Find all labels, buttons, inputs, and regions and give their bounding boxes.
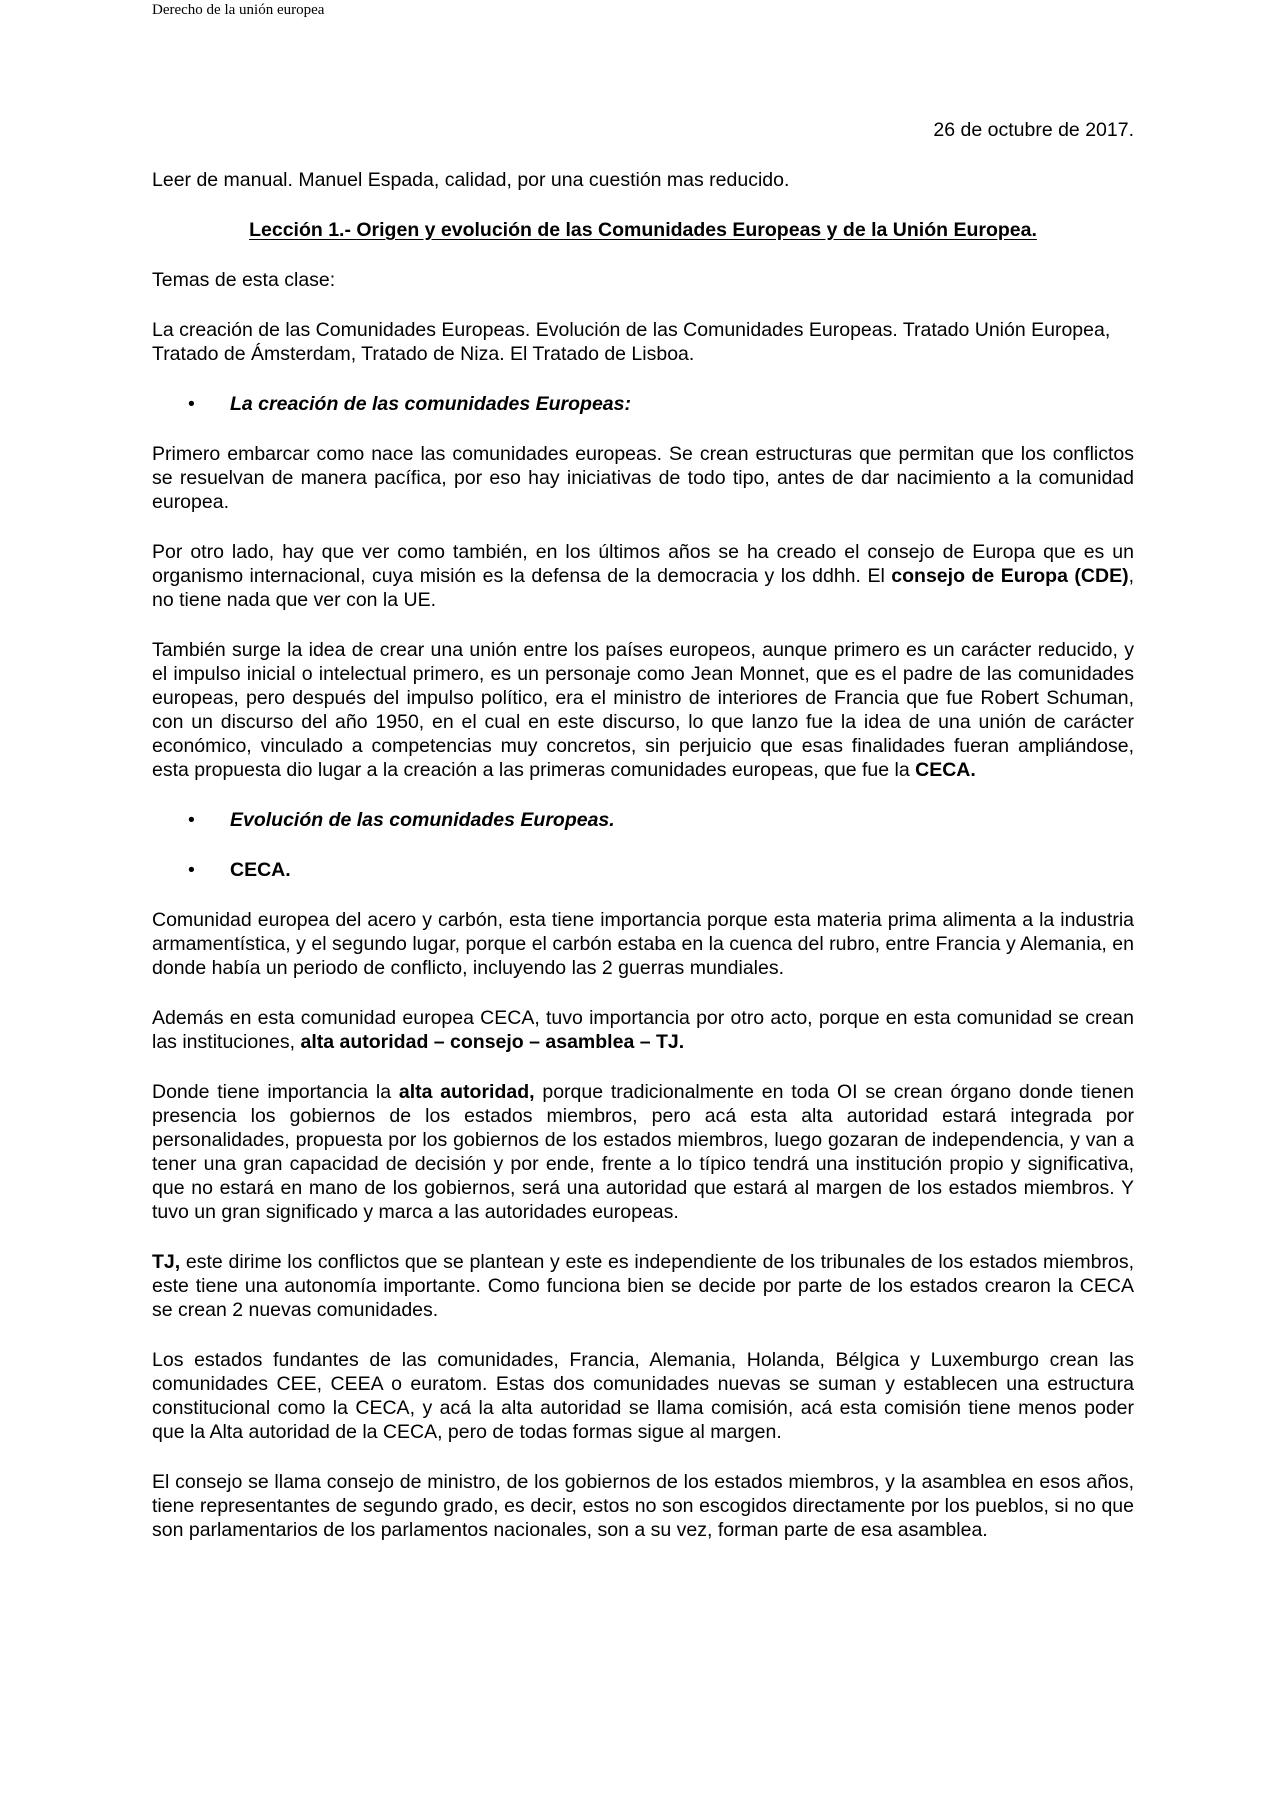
text-run: porque tradicionalmente en toda OI se crean órgano donde tienen presencia los gobiernos de los estados miembros, pero acá esta alta autoridad estará integrada por personalidades, propuesta por los gobiernos de los estados miembros, luego gozaran de independencia, y van a tener una gran capacidad de decisión y por ende, frente a lo típico tendrá una institución propio y significativa, que no estará en mano de los gobiernos, será una autoridad que estará al margen de los estados miembros. Y tuvo un gran significado y marca a las autoridades europeas.	[152, 1081, 1134, 1223]
paragraph-ceca-4	[152, 1250, 1134, 1322]
paragraph-creacion-2	[152, 540, 1134, 612]
paragraph-ceca-2	[152, 1006, 1134, 1054]
section-heading-creacion	[152, 392, 1134, 416]
text-run: Además en esta comunidad europea CECA, tuvo importancia por otro acto, porque en esta comunidad se crean las instituciones,	[152, 1007, 1134, 1053]
section-heading-text: CECA.	[230, 859, 291, 881]
bold-text-run: CECA.	[915, 759, 976, 781]
document-body	[152, 118, 1134, 1568]
running-header: Derecho de la unión europea	[152, 2, 325, 18]
paragraph-ceca-3	[152, 1080, 1134, 1224]
bold-text-run: TJ,	[152, 1251, 181, 1273]
paragraph-ceca-5: Los estados fundantes de las comunidades, Francia, Alemania, Holanda, Bélgica y Luxemburgo crean las comunidades CEE, CEEA o euratom. Estas dos comunidades nuevas se suman y establecen una estructura constitucional como la CECA, y acá la alta autoridad se llama comisión, acá esta comisión tiene menos poder que la Alta autoridad de la CECA, pero de todas formas sigue al margen.	[152, 1349, 1134, 1443]
paragraph-creacion-1: Primero embarcar como nace las comunidades europeas. Se crean estructuras que permitan que los conflictos se resuelvan de manera pacífica, por eso hay iniciativas de todo tipo, antes de dar nacimiento a la comunidad europea.	[152, 443, 1134, 513]
bold-text-run: alta autoridad,	[398, 1081, 535, 1103]
section-heading-text: La creación de las comunidades Europeas:	[230, 393, 631, 415]
text-run: Donde tiene importancia la	[152, 1081, 399, 1103]
paragraph-ceca-6: El consejo se llama consejo de ministro, de los gobiernos de los estados miembros, y la asamblea en esos años, tiene representantes de segundo grado, es decir, estos no son escogidos directamente por los pueblos, si no que son parlamentarios de los parlamentos nacionales, son a su vez, forman parte de esa asamblea.	[152, 1471, 1134, 1541]
lesson-title: Lección 1.- Origen y evolución de las Comunidades Europeas y de la Unión Europea.	[249, 219, 1037, 241]
paragraph-creacion-3	[152, 638, 1134, 782]
bullet-icon: •	[188, 859, 195, 881]
text-run: , no tiene nada que ver con la UE.	[152, 565, 1135, 611]
section-heading-text: Evolución de las comunidades Europeas.	[230, 809, 615, 831]
text-run: Por otro lado, hay que ver como también, en los últimos años se ha creado el consejo de Europa que es un organismo internacional, cuya misión es la defensa de la democracia y los ddhh. El	[152, 541, 1134, 587]
bullet-icon: •	[188, 809, 195, 831]
paragraph-ceca-1: Comunidad europea del acero y carbón, esta tiene importancia porque esta materia prima alimenta a la industria armamentística, y el segundo lugar, porque el carbón estaba en la cuenca del rubro, entre Francia y Alemania, en donde había un periodo de conflicto, incluyendo las 2 guerras mundiales.	[152, 909, 1134, 979]
text-run: este dirime los conflictos que se plantean y este es independiente de los tribunales de los estados miembros, este tiene una autonomía importante. Como funciona bien se decide por parte de los estados crearon la CECA se crean 2 nuevas comunidades.	[152, 1251, 1134, 1321]
bold-text-run: consejo de Europa (CDE)	[891, 565, 1129, 587]
document-date: 26 de octubre de 2017.	[933, 119, 1134, 141]
bold-text-run: alta autoridad – consejo – asamblea – TJ.	[300, 1031, 685, 1053]
text-run: También surge la idea de crear una unión entre los países europeos, aunque primero es un carácter reducido, y el impulso inicial o intelectual primero, es un personaje como Jean Monnet, que es el padre de las comunidades europeas, pero después del impulso político, era el ministro de interiores de Francia que fue Robert Schuman, con un discurso del año 1950, en el cual en este discurso, lo que lanzo fue la idea de una unión de carácter económico, vinculado a competencias muy concretos, sin perjuicio que esas finalidades fueran ampliándose, esta propuesta dio lugar a la creación a las primeras comunidades europeas, que fue la	[152, 639, 1134, 781]
intro-paragraph: Leer de manual. Manuel Espada, calidad, por una cuestión mas reducido.	[152, 169, 790, 191]
section-heading-evolucion	[152, 808, 1134, 832]
topics-paragraph: La creación de las Comunidades Europeas. Evolución de las Comunidades Europeas. Tratado Unión Europea, Tratado de Ámsterdam, Tratado de Niza. El Tratado de Lisboa.	[152, 319, 1111, 365]
section-heading-ceca	[152, 858, 1134, 882]
bullet-icon: •	[188, 393, 195, 415]
topics-label: Temas de esta clase:	[152, 269, 336, 291]
